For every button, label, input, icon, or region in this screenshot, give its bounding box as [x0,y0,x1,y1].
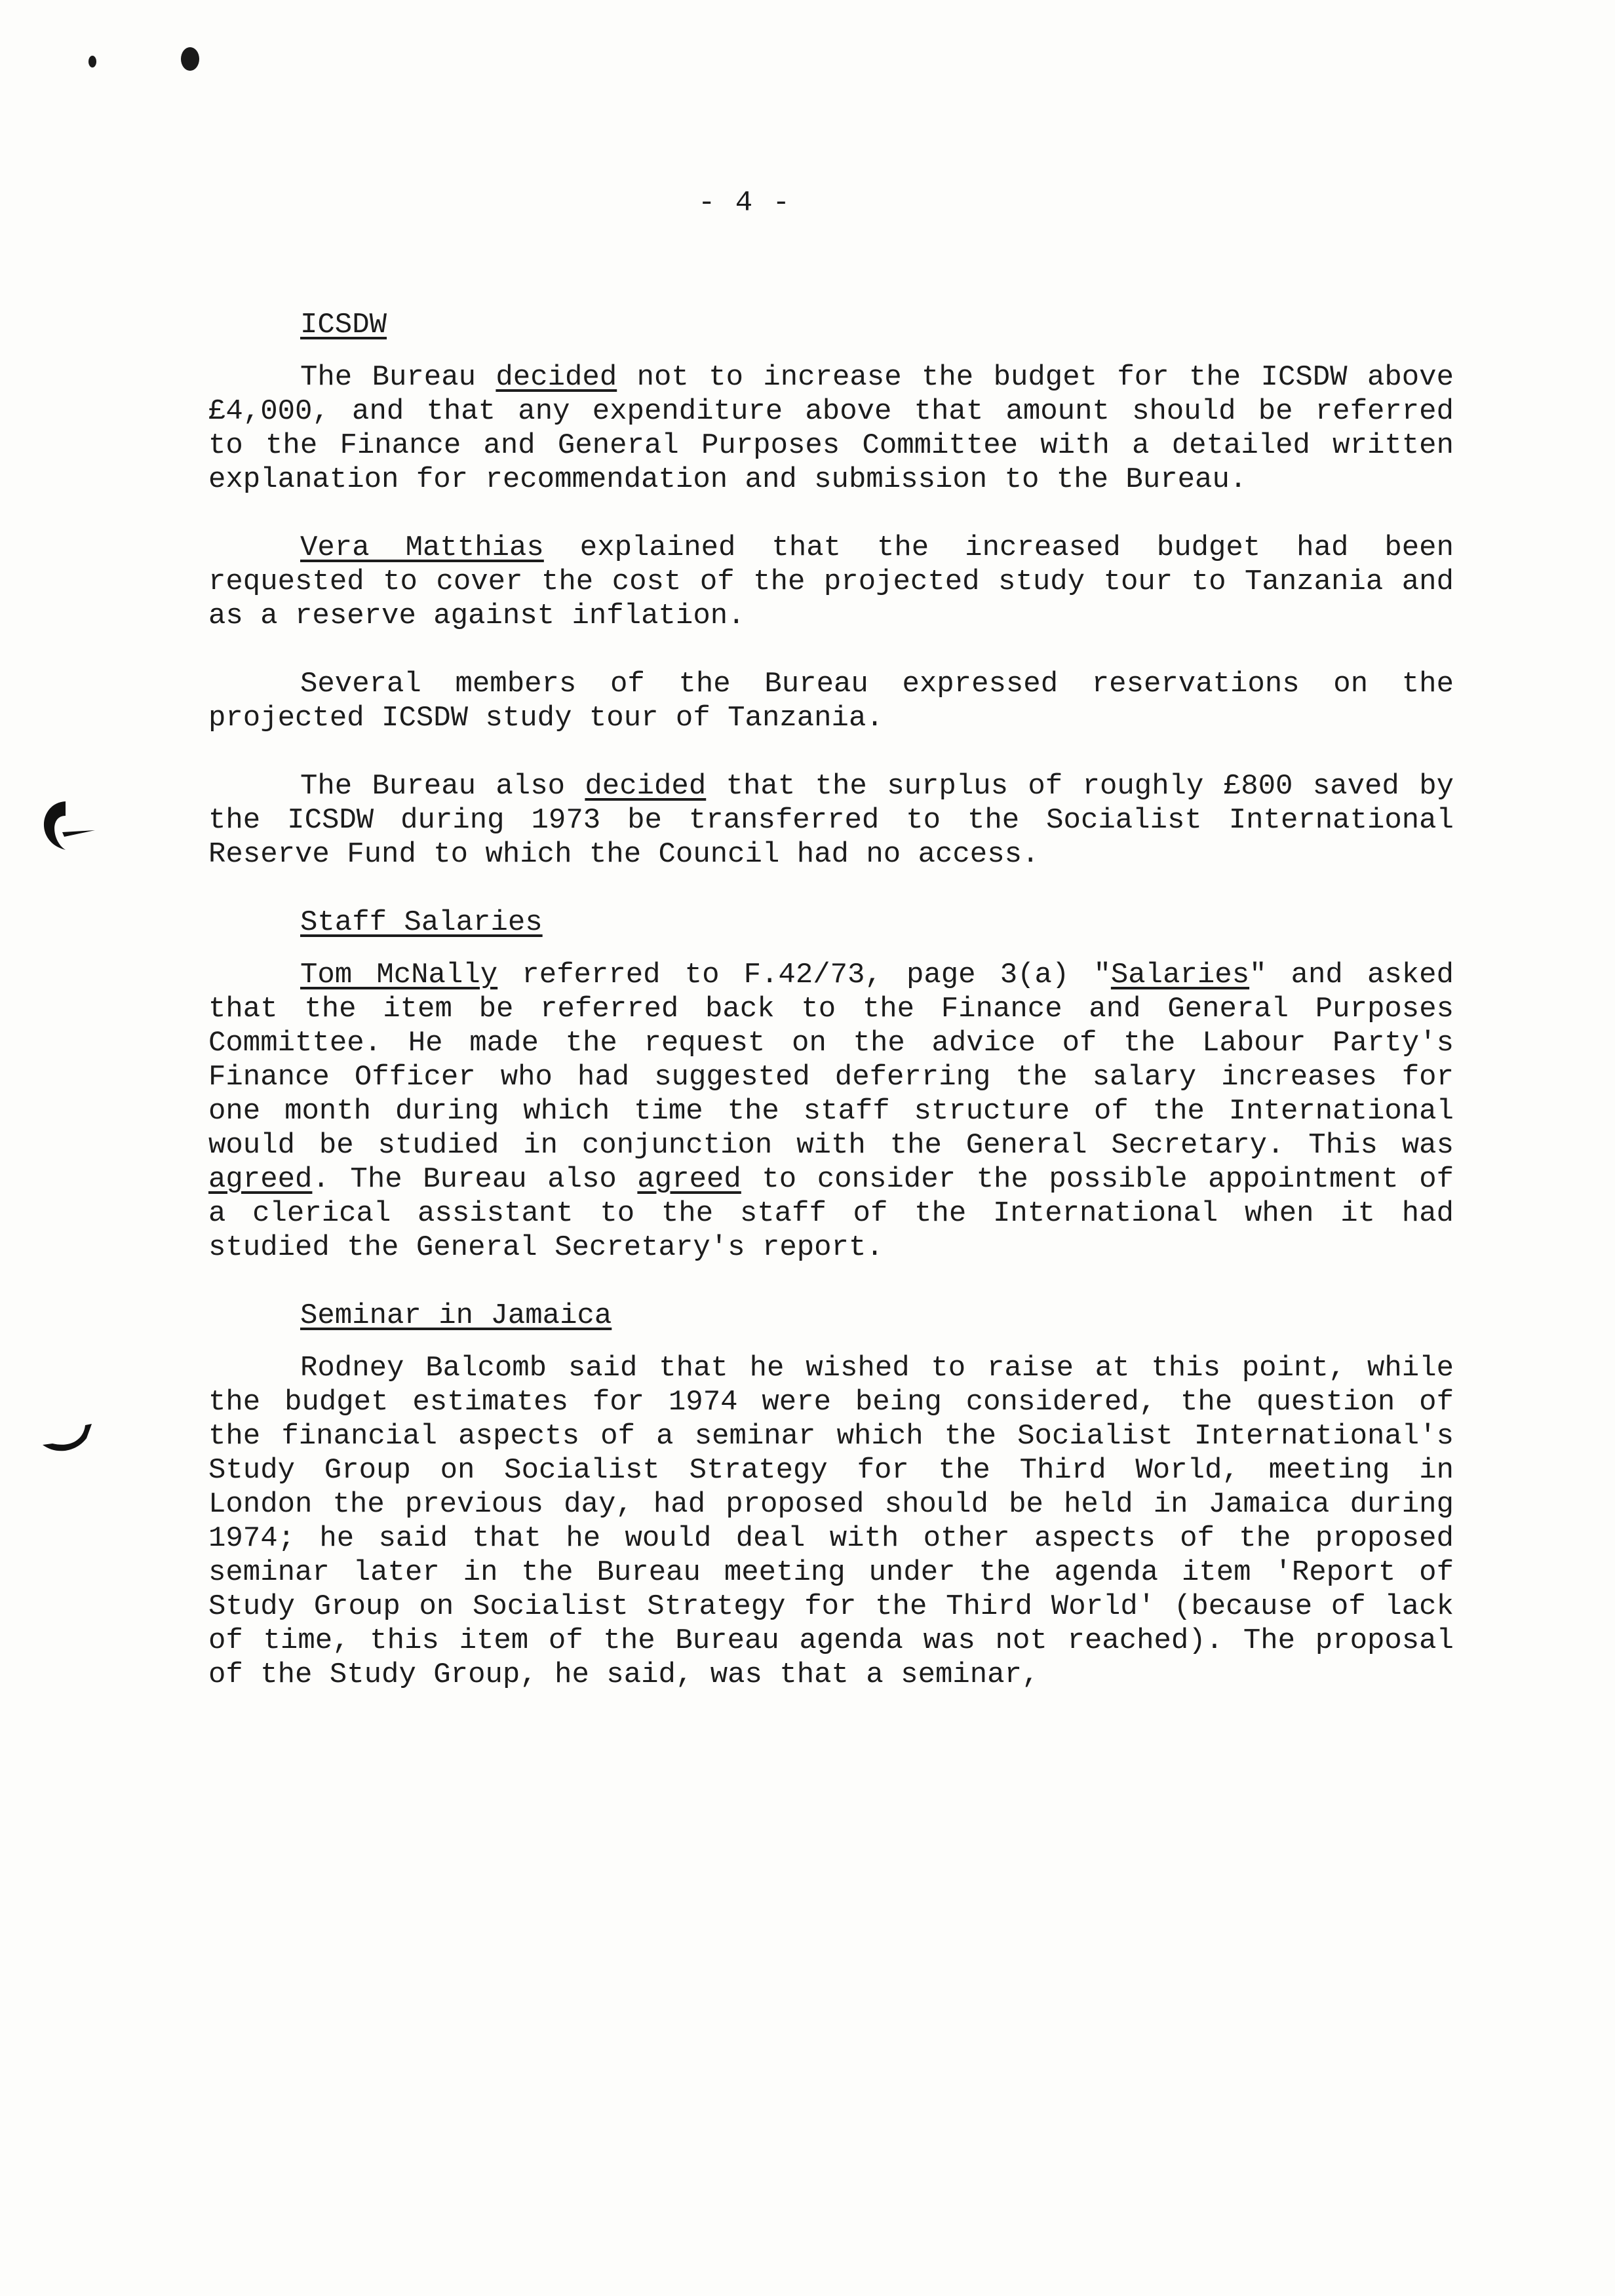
section-heading-text: Staff Salaries [300,906,543,939]
punch-hole-mark [39,1419,98,1464]
page-number: - 4 - [698,187,792,220]
scan-speck [181,47,199,71]
text-run: " and asked that the item be referred back to the Finance and General Purposes Committee. He made the request on the advice of the Labour Party's Finance Officer who had suggested deferring the salary increases for one month during which time the staff structure of the International would be studied in conjunction with the General Secretary. This was [208,959,1454,1162]
paragraph [208,1351,1454,1692]
text-run: . The Bureau also [312,1163,638,1196]
scan-speck [88,56,96,67]
section-heading [300,308,1454,342]
section-heading [300,906,1454,940]
text-run: that the surplus of roughly £800 saved by the ICSDW during 1973 be transferred to the Socialist International Reserve Fund to which the Council had no access. [208,770,1454,871]
paragraph [208,958,1454,1265]
text-run: explained that the increased budget had been requested to cover the cost of the projected study tour to Tanzania and as a reserve against inflation. [208,531,1454,632]
section-heading-text: ICSDW [300,309,387,341]
paragraph [208,667,1454,735]
text-run: The Bureau also [300,770,585,803]
text-run: referred to F.42/73, page 3(a) " [497,959,1111,991]
text-run: Rodney Balcomb said that he wished to raise at this point, while the budget estimates for 1974 were being considered, the question of the financial aspects of a seminar which the Socialist International's Study Group on Socialist Strategy for the Third World, meeting in London the previous day, had proposed should be held in Jamaica during 1974; he said that he would deal with other aspects of the proposed seminar later in the Bureau meeting under the agenda item 'Report of Study Group on Socialist Strategy for the Third World' (because of lack of time, this item of the Bureau agenda was not reached). The proposal of the Study Group, he said, was that a seminar, [208,1352,1454,1691]
text-run: The Bureau [300,361,496,394]
underlined-text: Vera Matthias [300,531,544,564]
text-run: not to increase the budget for the ICSDW above £4,000, and that any expenditure above that amount should be referred to the Finance and General Purposes Committee with a detailed written explanation for recommendation and submission to the Bureau. [208,361,1454,496]
underlined-text: Salaries [1110,959,1250,991]
paragraph [208,360,1454,497]
underlined-text: decided [496,361,617,394]
document-body [208,308,1454,1726]
underlined-text: agreed [208,1163,313,1196]
section-heading [300,1299,1454,1333]
text-run: to consider the possible appointment of a clerical assistant to the staff of the International when it had studied the General Secretary's report. [208,1163,1454,1264]
underlined-text: agreed [637,1163,741,1196]
section-heading-text: Seminar in Jamaica [300,1299,612,1332]
punch-hole-mark [26,796,98,855]
underlined-text: Tom McNally [300,959,498,991]
paragraph [208,531,1454,633]
text-run: Several members of the Bureau expressed reservations on the projected ICSDW study tour of Tanzania. [208,668,1454,735]
underlined-text: decided [585,770,707,803]
paragraph [208,769,1454,871]
